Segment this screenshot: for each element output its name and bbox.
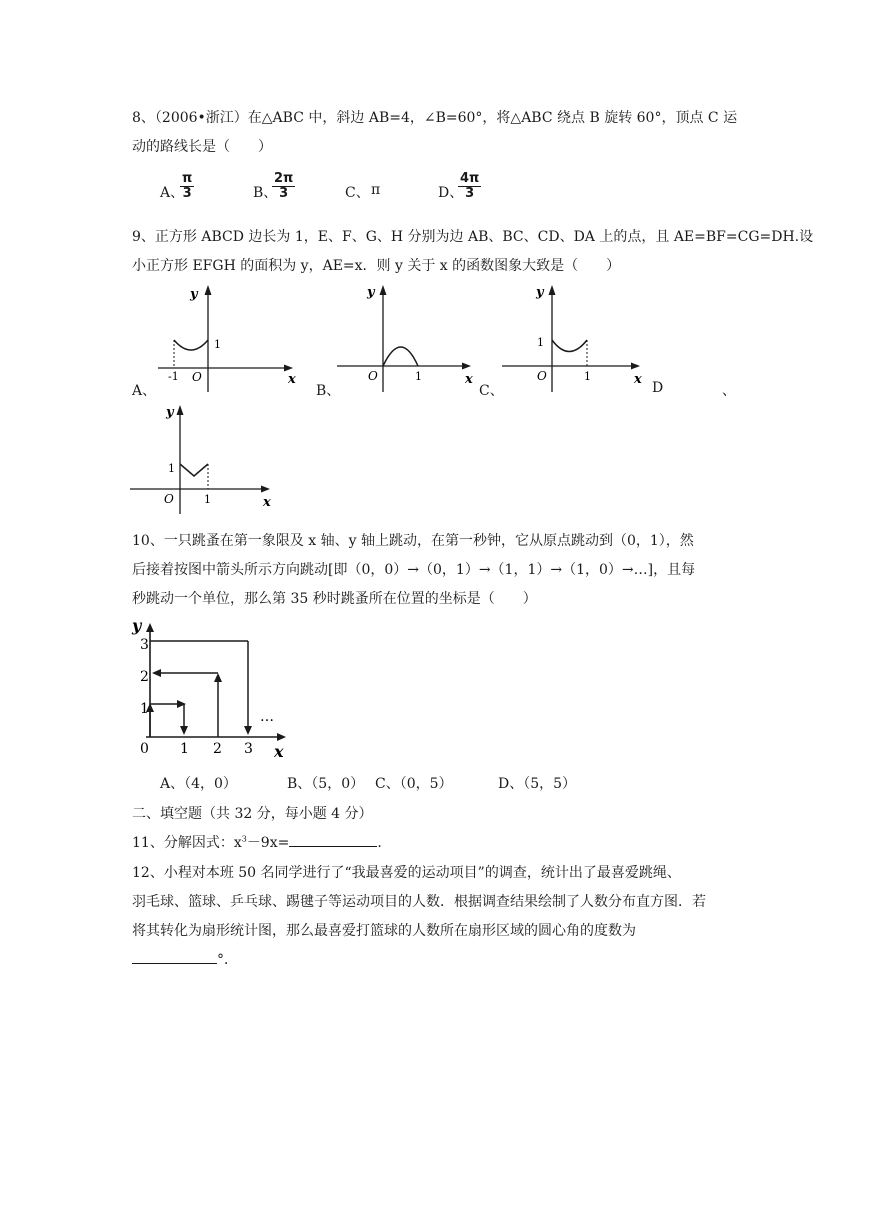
q8-option-d-fraction (458, 172, 481, 201)
q10-option-c: C、（0，5） (375, 776, 453, 792)
function-curve (174, 340, 208, 350)
path-arrow-icon (152, 669, 161, 677)
tick-label: -1 (168, 370, 179, 383)
origin-label: O (368, 369, 378, 383)
q9-graph-d (130, 400, 280, 515)
tick-label: 1 (214, 338, 221, 351)
q8-option-a-fraction (180, 172, 194, 201)
function-curve (180, 464, 208, 476)
tick-label-y: 1 (140, 701, 149, 717)
fraction-denominator: 3 (182, 186, 192, 201)
q12-line-4 (132, 949, 238, 969)
path-arrow-icon (180, 726, 188, 735)
q12-answer-blank[interactable] (132, 949, 217, 964)
q10-line-3: 秒跳动一个单位，那么第 35 秒时跳蚤所在位置的坐标是（ ） (132, 591, 537, 607)
tick-label-x: 3 (244, 741, 253, 757)
x-axis-arrow-icon (277, 733, 286, 741)
x-axis-arrow-icon (284, 365, 293, 372)
fraction-denominator: 3 (279, 186, 289, 201)
q9-graph-a (150, 280, 300, 395)
q11-end: . (377, 835, 382, 851)
origin-label: O (164, 492, 174, 506)
y-axis-arrow-icon (380, 285, 387, 295)
q8-option-d-label: D、 (438, 185, 464, 201)
q9-option-c-label: C、 (479, 383, 504, 399)
q9-graph-c (500, 280, 650, 395)
x-axis-label: x (263, 495, 271, 510)
x-axis-arrow-icon (261, 486, 270, 493)
tick-label-x: 0 (140, 741, 149, 757)
function-curve (552, 340, 587, 352)
y-axis-arrow-icon (205, 285, 212, 295)
y-axis-label: y (166, 405, 174, 420)
x-axis-label: x (634, 372, 642, 387)
y-axis-arrow-icon (146, 623, 154, 632)
q10-line-2: 后接着按图中箭头所示方向跳动[即（0，0）→（0，1）→（1，1）→（1，0）→…]，且每 (132, 562, 696, 578)
tick-label-x: 1 (180, 741, 189, 757)
tick-label: 1 (415, 370, 422, 383)
q8-option-b-label: B、 (253, 185, 278, 201)
y-axis-label: y (536, 285, 544, 300)
y-axis-label: y (367, 285, 375, 300)
q11-line (132, 832, 382, 852)
q9-option-d-separator: 、 (722, 383, 736, 399)
fraction-numerator: π (182, 171, 193, 186)
q11-answer-blank[interactable] (289, 832, 377, 847)
tick-label-x: 2 (213, 741, 222, 757)
q12-end: °． (217, 952, 238, 968)
q9-graph-b (335, 280, 480, 395)
x-axis-label: x (288, 372, 296, 387)
q8-option-b-fraction (272, 172, 295, 201)
q8-option-c-label: C、 (345, 185, 370, 201)
function-curve (383, 347, 418, 366)
q10-option-d: D、（5，5） (498, 776, 577, 792)
path-arrow-icon (214, 673, 222, 682)
q9-option-b-label: B、 (316, 383, 341, 399)
y-axis-arrow-icon (549, 285, 556, 295)
q12-line-3: 将其转化为扇形统计图，那么最喜爱打篮球的人数所在扇形区域的圆心角的度数为 (132, 923, 636, 939)
q9-line-1: 9、正方形 ABCD 边长为 1，E、F、G、H 分别为边 AB、BC、CD、DA 上的点，且 AE=BF=CG=DH.设 (132, 229, 814, 245)
section-heading: 二、填空题（共 32 分，每小题 4 分） (132, 806, 373, 822)
tick-label: 1 (584, 370, 591, 383)
x-axis-arrow-icon (631, 363, 640, 370)
x-axis-label: x (465, 372, 473, 387)
path-arrow-icon (244, 726, 252, 735)
q10-flea-path-figure (128, 615, 298, 765)
tick-label: 1 (168, 462, 175, 475)
ellipsis: … (260, 709, 274, 725)
q10-line-1: 10、一只跳蚤在第一象限及 x 轴、y 轴上跳动，在第一秒钟，它从原点跳动到（0，1），然 (132, 533, 694, 549)
q12-line-2: 羽毛球、篮球、乒乓球、踢毽子等运动项目的人数．根据调查结果绘制了人数分布直方图．若 (132, 894, 706, 910)
x-axis-arrow-icon (462, 363, 471, 370)
tick-label-y: 2 (140, 669, 149, 685)
q8-option-a-label: A、 (160, 185, 185, 201)
q9-option-d-label: D (652, 380, 664, 396)
y-axis-label: y (132, 616, 142, 635)
fraction-denominator: 3 (465, 186, 475, 201)
q11-prefix: 11、分解因式：x (132, 835, 242, 851)
q12-line-1: 12、小程对本班 50 名同学进行了“我最喜爱的运动项目”的调查，统计出了最喜爱跳绳、 (132, 865, 681, 881)
tick-label: 1 (537, 336, 544, 349)
x-axis-label: x (274, 742, 284, 761)
q10-option-a: A、（4，0） (160, 776, 237, 792)
q11-suffix: －9x= (246, 835, 290, 851)
tick-label-y: 3 (140, 637, 149, 653)
q10-option-b: B、（5，0） (287, 776, 365, 792)
tick-label: 1 (204, 493, 211, 506)
q11-exponent: 3 (241, 834, 247, 844)
fraction-numerator: 4π (460, 171, 480, 186)
y-axis-label: y (190, 287, 198, 302)
origin-label: O (192, 370, 202, 384)
fraction-numerator: 2π (274, 171, 294, 186)
origin-label: O (537, 369, 547, 383)
q9-option-a-label: A、 (132, 383, 157, 399)
y-axis-arrow-icon (177, 405, 184, 415)
q9-line-2: 小正方形 EFGH 的面积为 y，AE=x．则 y 关于 x 的函数图象大致是（ ） (132, 258, 621, 274)
q8-option-c-text: π (371, 182, 381, 198)
q8-line-2: 动的路线长是（ ） (132, 139, 272, 155)
q8-line-1: 8、（2006•浙江）在△ABC 中，斜边 AB=4，∠B=60°，将△ABC 绕点 B 旋转 60°，顶点 C 运 (132, 110, 738, 126)
